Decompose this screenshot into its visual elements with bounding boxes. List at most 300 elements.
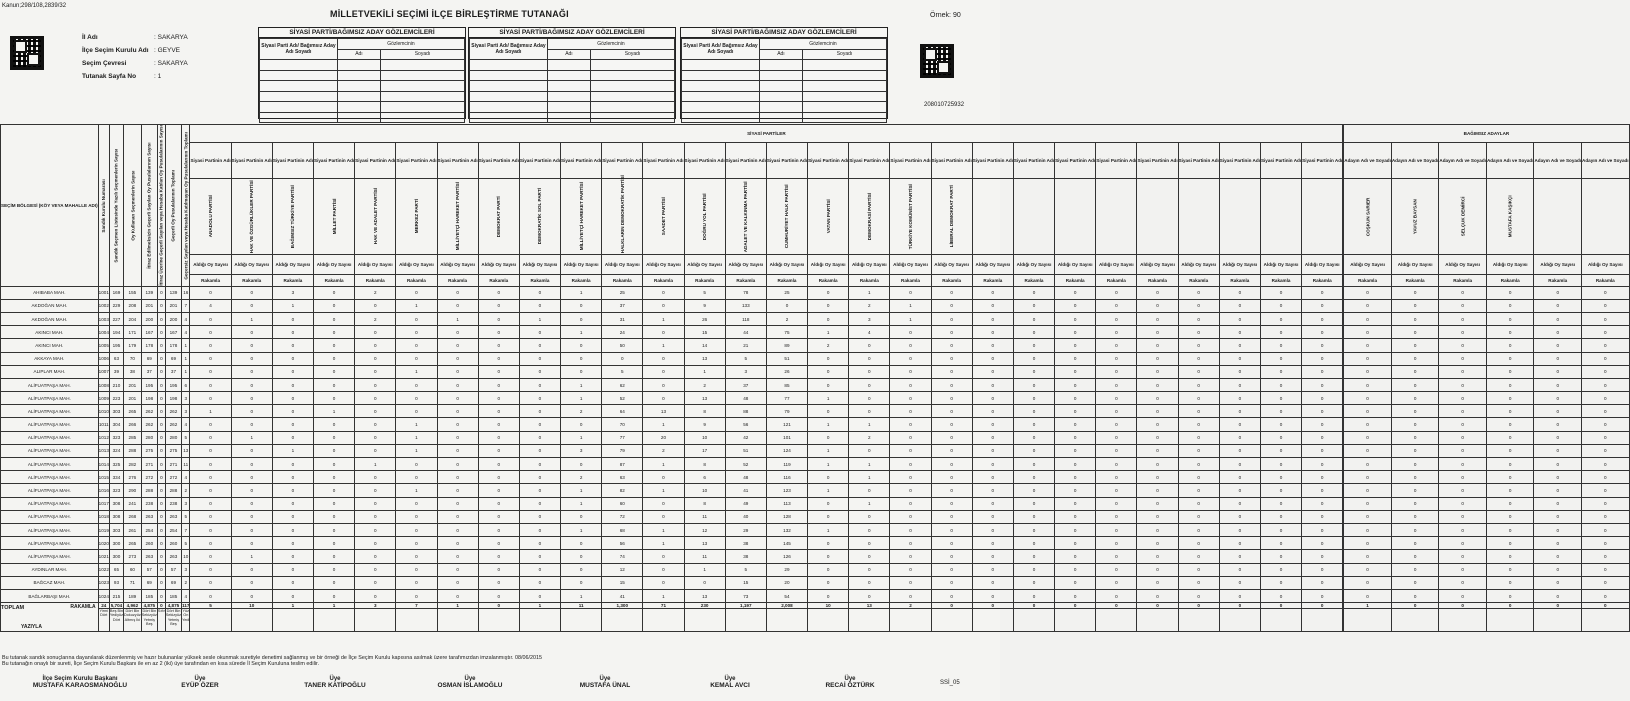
party-vote-value: 1 [808,326,849,339]
yaziyla-blank [725,609,766,632]
party-vote-value: 0 [931,550,972,563]
party-vote-value: 0 [890,444,931,457]
party-vote-value: 0 [1178,589,1219,602]
stat-value: 201 [141,299,157,312]
total-party-value: 0 [1096,603,1137,609]
candidate-vote-value: 0 [1391,537,1439,550]
stat-value: 0 [157,550,165,563]
vote-count-label: Aldığı Oy Sayısı [519,254,560,275]
ornek-number: Örnek: 90 [930,12,961,19]
party-vote-value: 77 [602,431,643,444]
header-stat-col: Sandık Seçmen Listesinde Yazılı Seçmenlerin Sayısı [109,125,123,287]
party-vote-value: 0 [355,339,396,352]
signature-title: Üye [599,676,611,682]
party-vote-value: 0 [808,537,849,550]
party-vote-value: 5 [725,563,766,576]
party-vote-value: 0 [643,576,684,589]
party-vote-value: 0 [808,576,849,589]
qr-code-icon-right [920,44,954,78]
mahalle-name: ALİFUATPAŞA MAH. [1,458,99,471]
party-vote-value: 0 [190,378,231,391]
observer-col-group: Gözlemcinin [759,39,886,50]
party-vote-value: 0 [890,471,931,484]
party-vote-value: 1 [808,484,849,497]
party-vote-value: 0 [314,484,355,497]
party-vote-value: 17 [684,444,725,457]
party-vote-value: 1 [643,458,684,471]
rakamla-label: Rakamla [1178,275,1219,286]
party-vote-value: 0 [272,576,313,589]
party-vote-value: 0 [1219,458,1260,471]
yaziyla-blank [355,609,396,632]
party-vote-value: 0 [1013,405,1054,418]
yaziyla-blank [1486,609,1534,632]
party-vote-value: 0 [808,365,849,378]
party-vote-value: 1 [561,484,602,497]
party-vote-value: 0 [1260,352,1301,365]
stat-value: 266 [124,418,142,431]
mahalle-name: AHIBABA MAH. [1,286,99,299]
party-vote-value: 0 [396,378,437,391]
stat-value: 1013 [98,444,109,457]
mahalle-name: ALİFUATPAŞA MAH. [1,510,99,523]
party-vote-value: 0 [314,576,355,589]
observer-col-surname: Soyadı [591,49,675,60]
candidate-vote-value: 0 [1534,392,1582,405]
party-vote-value: 1 [519,312,560,325]
party-vote-value: 0 [519,471,560,484]
party-vote-value: 0 [272,405,313,418]
table-row [1,484,1630,497]
party-vote-value: 50 [602,339,643,352]
party-vote-value: 0 [314,471,355,484]
vote-count-label: Aldığı Oy Sayısı [643,254,684,275]
barcode-number: 208010725932 [924,102,965,108]
party-vote-value: 0 [478,444,519,457]
party-vote-value: 0 [190,286,231,299]
party-name [972,179,1013,254]
party-vote-value: 15 [602,576,643,589]
party-vote-value: 0 [1055,299,1096,312]
party-vote-value: 0 [1096,523,1137,536]
rakamla-label: Rakamla [272,275,313,286]
total-party-value: 11 [561,603,602,609]
mahalle-name: BAĞCAZ MAH. [1,576,99,589]
party-vote-value: 3 [561,444,602,457]
stat-value: 1001 [98,286,109,299]
party-vote-value: 0 [643,378,684,391]
candidate-vote-value: 0 [1534,497,1582,510]
yaziyla-blank [890,609,931,632]
party-vote-value: 0 [272,537,313,550]
candidate-vote-value: 0 [1344,484,1392,497]
rakamla-label: Rakamla [1302,275,1343,286]
party-vote-value: 0 [972,497,1013,510]
party-vote-value: 1 [890,312,931,325]
party-vote-value: 26 [766,365,807,378]
party-vote-value: 75 [766,326,807,339]
stat-value: 271 [165,458,181,471]
party-vote-value: 0 [890,378,931,391]
signature-name: OSMAN İSLAMOĞLU [437,682,503,689]
stat-value: 276 [124,471,142,484]
party-vote-value: 0 [890,497,931,510]
party-vote-value: 0 [1137,378,1178,391]
total-candidate-value: 0 [1391,603,1439,609]
party-vote-value: 0 [314,378,355,391]
party-vote-value: 0 [1137,365,1178,378]
party-name: DEMOKRAT PARTİ [478,179,519,254]
table-row [1,365,1630,378]
vote-count-label: Aldığı Oy Sayısı [725,254,766,275]
stat-value: 215 [109,589,123,602]
vote-count-label: Aldığı Oy Sayısı [355,254,396,275]
party-vote-value: 0 [643,365,684,378]
table-row [1,458,1630,471]
party-vote-value: 0 [190,326,231,339]
party-name: ANADOLU PARTİSİ [190,179,231,254]
total-candidate-value: 0 [1582,603,1630,609]
party-vote-value: 0 [478,497,519,510]
candidate-vote-value: 0 [1344,497,1392,510]
yaziyla-blank [561,609,602,632]
candidate-vote-value: 0 [1534,550,1582,563]
stat-value: 285 [124,431,142,444]
party-vote-value: 0 [1219,418,1260,431]
rakamla-label: Rakamla [890,275,931,286]
party-vote-value: 0 [931,458,972,471]
party-vote-value: 0 [643,497,684,510]
stat-value: 5 [182,537,190,550]
party-vote-value: 0 [972,444,1013,457]
stat-value: 324 [109,444,123,457]
party-vote-value: 10 [684,431,725,444]
party-vote-value: 0 [437,339,478,352]
party-vote-value: 0 [314,326,355,339]
party-vote-value: 0 [314,458,355,471]
candidate-vote-value: 0 [1391,299,1439,312]
stat-value: 323 [109,484,123,497]
party-vote-value: 0 [1096,563,1137,576]
candidate-vote-value: 0 [1534,418,1582,431]
party-vote-value: 0 [1260,576,1301,589]
table-row [1,589,1630,602]
party-vote-value: 0 [519,286,560,299]
total-party-value: 5 [190,603,231,609]
party-vote-value: 0 [314,510,355,523]
party-vote-value: 0 [1302,312,1343,325]
party-vote-value: 0 [808,299,849,312]
mahalle-name: ALİFUATPAŞA MAH. [1,497,99,510]
rakamla-label: Rakamla [1391,275,1439,286]
yaziyla-blank [1302,609,1343,632]
party-vote-value: 0 [396,471,437,484]
stat-value: 334 [109,471,123,484]
candidate-vote-value: 0 [1582,576,1630,589]
party-vote-value: 0 [1219,365,1260,378]
party-vote-value: 0 [519,576,560,589]
party-vote-value: 0 [478,392,519,405]
party-vote-value: 1 [808,418,849,431]
party-vote-value: 0 [519,444,560,457]
vote-count-label: Aldığı Oy Sayısı [1582,254,1630,275]
party-vote-value: 0 [808,497,849,510]
stat-value: 275 [141,444,157,457]
stat-value: 280 [141,431,157,444]
total-party-value: 2,008 [766,603,807,609]
party-vote-value: 1 [561,523,602,536]
party-vote-value: 0 [1055,537,1096,550]
stat-value: 178 [165,339,181,352]
party-vote-value: 0 [1137,312,1178,325]
party-vote-value: 0 [437,563,478,576]
party-vote-value: 0 [972,523,1013,536]
header-secim-bolgesi: SEÇİM BÖLGESİ (KÖY VEYA MAHALLE ADI) [1,125,99,287]
party-vote-value: 0 [1013,484,1054,497]
candidate-vote-value: 0 [1486,418,1534,431]
candidate-vote-value: 0 [1582,365,1630,378]
party-vote-value: 0 [355,418,396,431]
party-vote-value: 0 [478,299,519,312]
total-party-value: 1,300 [602,603,643,609]
rakamla-label: Rakamla [190,275,231,286]
yaziyla-blank [1534,609,1582,632]
party-vote-value: 0 [190,458,231,471]
party-vote-value: 42 [725,431,766,444]
party-vote-value: 0 [1013,471,1054,484]
party-vote-value: 1 [355,458,396,471]
party-vote-value: 1 [396,365,437,378]
party-vote-value: 64 [602,405,643,418]
total-party-value: 3 [355,603,396,609]
candidate-vote-value: 0 [1582,405,1630,418]
candidate-name: COŞKUN SARIER [1344,179,1392,254]
party-vote-value: 0 [396,458,437,471]
candidate-vote-value: 0 [1534,286,1582,299]
party-vote-value: 0 [602,352,643,365]
party-vote-value: 0 [519,537,560,550]
party-vote-value: 0 [231,458,272,471]
party-vote-value: 0 [1302,458,1343,471]
party-vote-value: 68 [602,523,643,536]
stat-value: 208 [124,299,142,312]
table-row [1,444,1630,457]
candidate-vote-value: 0 [1582,537,1630,550]
table-row [1,550,1630,563]
candidate-vote-value: 0 [1486,312,1534,325]
rakamla-label: Rakamla [684,275,725,286]
candidate-vote-value: 0 [1582,471,1630,484]
party-vote-value: 89 [766,339,807,352]
party-vote-value: 0 [1219,378,1260,391]
signature-name: RECAİ ÖZTÜRK [825,682,875,689]
party-vote-value: 1 [190,405,231,418]
stat-value: 0 [157,484,165,497]
yaziyla-blank [478,609,519,632]
party-vote-value: 78 [725,286,766,299]
rakamla-label: Rakamla [602,275,643,286]
party-vote-value: 1 [272,444,313,457]
stat-value: 0 [157,444,165,457]
party-name: VATAN PARTİSİ [808,179,849,254]
party-vote-value: 0 [396,312,437,325]
party-vote-value: 0 [396,550,437,563]
candidate-vote-value: 0 [1391,444,1439,457]
footer-line-2: Bu tutanağın onaylı bir sureti, İlçe Seçim Kurulu Başkanı ile en az 2 (iki) üye tarafından en kısa sürede İl Seçim Kuruluna teslim edilir. [2,661,320,667]
stat-value: 10 [182,550,190,563]
stat-value: 167 [165,326,181,339]
party-vote-value: 0 [272,563,313,576]
party-head-label: Siyasi Partinin Adı [190,142,231,179]
stat-value: 1010 [98,405,109,418]
stat-value: 195 [165,378,181,391]
party-vote-value: 0 [1137,405,1178,418]
party-vote-value: 0 [272,589,313,602]
party-vote-value: 0 [890,458,931,471]
party-name: BAĞIMSIZ TÜRKİYE PARTİSİ [272,179,313,254]
stat-value: 262 [165,405,181,418]
party-vote-value: 0 [1055,378,1096,391]
party-vote-value: 0 [890,537,931,550]
stat-value: 201 [124,378,142,391]
stat-value: 325 [109,458,123,471]
stat-value: 93 [109,576,123,589]
total-party-value: 1 [519,603,560,609]
party-vote-value: 0 [931,471,972,484]
party-vote-value: 0 [1302,576,1343,589]
mahalle-name: ALİFUATPAŞA MAH. [1,444,99,457]
party-vote-value: 0 [355,352,396,365]
party-vote-value: 0 [931,444,972,457]
stat-value: 229 [109,299,123,312]
party-vote-value: 38 [725,550,766,563]
party-vote-value: 0 [972,339,1013,352]
candidate-vote-value: 0 [1391,326,1439,339]
vote-count-label: Aldığı Oy Sayısı [272,254,313,275]
party-vote-value: 0 [1302,537,1343,550]
party-vote-value: 0 [972,326,1013,339]
party-vote-value: 0 [355,405,396,418]
party-vote-value: 0 [437,405,478,418]
observer-col-surname: Soyadı [381,49,465,60]
candidate-vote-value: 0 [1486,510,1534,523]
party-vote-value: 0 [314,392,355,405]
party-vote-value: 0 [437,550,478,563]
party-vote-value: 123 [766,484,807,497]
party-vote-value: 0 [1302,392,1343,405]
rakamla-label: Rakamla [1055,275,1096,286]
stat-value: 0 [157,339,165,352]
party-vote-value: 0 [972,550,1013,563]
info-label: Tutanak Sayfa No [82,73,137,80]
stat-value: 268 [124,510,142,523]
party-vote-value: 0 [231,589,272,602]
candidate-vote-value: 0 [1439,458,1487,471]
party-vote-value: 37 [725,378,766,391]
party-vote-value: 0 [890,392,931,405]
party-vote-value: 0 [478,326,519,339]
party-vote-value: 0 [1178,444,1219,457]
party-vote-value: 0 [1096,550,1137,563]
party-vote-value: 0 [437,352,478,365]
party-vote-value: 0 [561,352,602,365]
signature-title: İlçe Seçim Kurulu Başkanı [42,676,118,682]
party-vote-value: 0 [1137,444,1178,457]
aday-head-label: Adayın Adı ve Soyadı [1391,142,1439,179]
party-vote-value: 0 [519,484,560,497]
party-vote-value: 0 [1260,392,1301,405]
stat-value: 300 [109,537,123,550]
party-vote-value: 0 [1219,326,1260,339]
header-stat-col: Geçerli Oy Pusulalarının Toplamı [165,125,181,287]
mahalle-name: AYDINLAR MAH. [1,563,99,576]
stat-value: 195 [109,339,123,352]
party-head-label: Siyasi Partinin Adı [1219,142,1260,179]
candidate-vote-value: 0 [1439,537,1487,550]
party-vote-value: 133 [725,299,766,312]
yaziyla-blank [272,609,313,632]
party-vote-value: 0 [1055,497,1096,510]
footer-notes [0,655,1000,667]
candidate-vote-value: 0 [1486,537,1534,550]
party-vote-value: 0 [1096,497,1137,510]
party-vote-value: 0 [314,286,355,299]
rakamla-label: Rakamla [1260,275,1301,286]
candidate-vote-value: 0 [1344,392,1392,405]
signature-member [690,676,770,689]
party-vote-value: 126 [766,550,807,563]
party-vote-value: 0 [231,563,272,576]
party-vote-value: 0 [1302,405,1343,418]
qr-code-icon [10,36,44,70]
party-vote-value: 0 [272,326,313,339]
party-vote-value: 0 [1260,471,1301,484]
party-vote-value: 0 [190,418,231,431]
vote-count-label: Aldığı Oy Sayısı [602,254,643,275]
party-vote-value: 0 [1260,418,1301,431]
info-label: Seçim Çevresi [82,60,127,67]
party-vote-value: 0 [231,471,272,484]
party-vote-value: 0 [478,378,519,391]
party-vote-value: 1 [643,537,684,550]
stat-value: 69 [165,352,181,365]
candidate-vote-value: 0 [1486,444,1534,457]
party-vote-value: 0 [1055,444,1096,457]
party-vote-value: 0 [272,352,313,365]
party-vote-value: 0 [643,352,684,365]
party-vote-value: 1 [396,431,437,444]
party-vote-value: 0 [1302,326,1343,339]
party-vote-value: 0 [1178,484,1219,497]
party-vote-value: 0 [1137,550,1178,563]
party-vote-value: 0 [1260,431,1301,444]
party-vote-value: 1 [396,299,437,312]
total-party-value: 0 [1178,603,1219,609]
party-vote-value: 0 [1219,471,1260,484]
stat-value: 263 [165,550,181,563]
party-vote-value: 0 [931,405,972,418]
table-row [1,471,1630,484]
party-vote-value: 0 [396,576,437,589]
party-vote-value: 0 [1219,497,1260,510]
party-vote-value: 0 [561,563,602,576]
party-head-label: Siyasi Partinin Adı [643,142,684,179]
party-vote-value: 0 [478,510,519,523]
signature-president [20,676,140,689]
vote-count-label: Aldığı Oy Sayısı [1391,254,1439,275]
total-candidate-value: 1 [1344,603,1392,609]
party-vote-value: 0 [972,458,1013,471]
